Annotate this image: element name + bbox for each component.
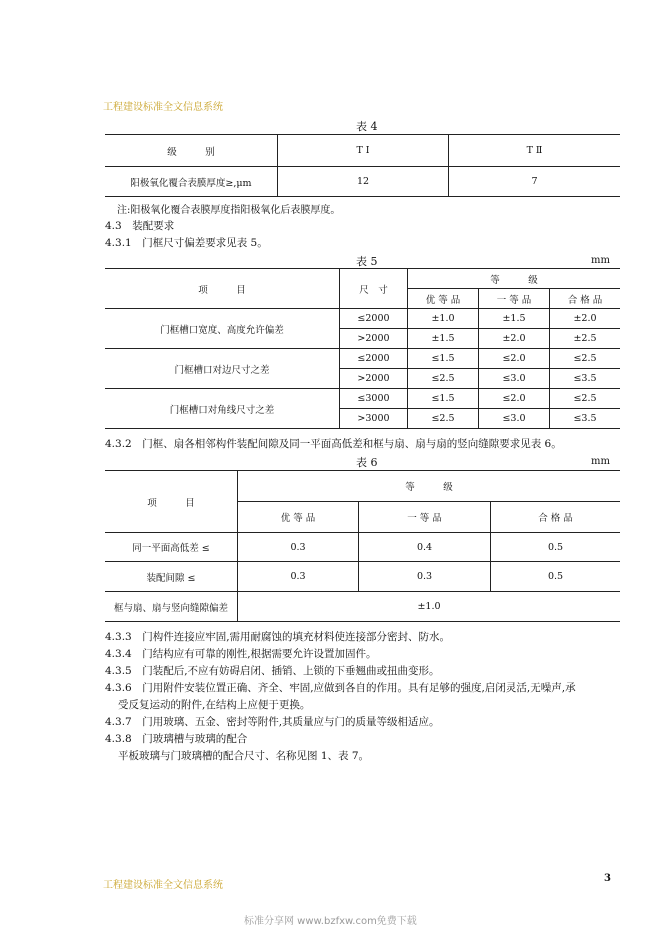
para-4-3-4: 4.3.4 门结构应有可靠的刚性,根据需要允许设置加固件。 [105,648,377,660]
table5-cell: ≤1.5 [408,389,479,409]
table6-unit: mm [591,456,610,467]
table5-size: >2000 [340,329,408,349]
table6-caption: 表 6 [356,456,378,469]
table6-head-item: 项 目 [105,471,238,533]
table5-cell: ≤2.0 [479,349,550,369]
table5-size: ≤2000 [340,349,408,369]
table5-cell: ≤2.0 [479,389,550,409]
table5-cell: ≤2.5 [408,409,479,429]
para-4-3-5: 4.3.5 门装配后,不应有妨碍启闭、插销、上锁的下垂翘曲或扭曲变形。 [105,665,440,677]
para-4-3-6-cont: 受反复运动的附件,在结构上应便于更换。 [118,699,311,711]
table6-cell-merged: ±1.0 [238,592,621,622]
page-number: 3 [604,873,611,884]
table5-grade-2: 一 等 品 [479,289,550,309]
table5-item: 门框槽口对边尺寸之差 [105,349,340,389]
table6-grade-1: 优 等 品 [238,502,359,533]
table6-cell: 0.3 [238,562,359,592]
table5-cell: ≤3.0 [479,409,550,429]
table5-cell: ≤2.5 [550,349,621,369]
table4-head-t2: T Ⅱ [449,135,621,167]
table4-row-label: 阳极氧化覆合表膜厚度≥,μm [105,167,278,197]
footer-download-text[interactable]: 标准分享网 www.bzfxw.com免费下载 [244,916,417,927]
para-4-3-7: 4.3.7 门用玻璃、五金、密封等附件,其质量应与门的质量等级相适应。 [105,716,440,728]
table5-cell: ±1.5 [479,309,550,329]
para-4-3-3: 4.3.3 门构件连接应牢固,需用耐腐蚀的填充材料使连接部分密封、防水。 [105,631,451,643]
table5-size: ≤2000 [340,309,408,329]
table6-cell: 0.5 [491,562,621,592]
table5-cell: ±1.5 [408,329,479,349]
table5-cell: ±1.0 [408,309,479,329]
table6-item: 同一平面高低差 ≤ [105,533,238,562]
section-4-3-title: 4.3 装配要求 [105,220,175,232]
table6-grade-2: 一 等 品 [359,502,491,533]
table5-cell: ±2.0 [550,309,621,329]
table5-head-item: 项 目 [105,269,340,309]
table5-size: >2000 [340,369,408,389]
table6-cell: 0.3 [238,533,359,562]
table6-head-grade: 等 级 [238,471,621,502]
para-4-3-1: 4.3.1 门框尺寸偏差要求见表 5。 [105,237,268,249]
table5-grade-1: 优 等 品 [408,289,479,309]
table6-item: 框与扇、扇与竖向缝隙偏差 [105,592,238,622]
table6-grade-3: 合 格 品 [491,502,621,533]
table6-cell: 0.4 [359,533,491,562]
table5-grade-3: 合 格 品 [550,289,621,309]
table4-head-t1: T Ⅰ [278,135,449,167]
table4-cell: 12 [278,167,449,197]
table6-cell: 0.5 [491,533,621,562]
table6 [105,470,620,622]
table5-size: ≤3000 [340,389,408,409]
para-4-3-8: 4.3.8 门玻璃槽与玻璃的配合 [105,733,248,745]
table4-head-grade: 级 别 [105,135,278,167]
table6-item: 装配间隙 ≤ [105,562,238,592]
table4 [105,134,620,197]
table4-caption: 表 4 [356,120,378,133]
table5-item: 门框槽口对角线尺寸之差 [105,389,340,429]
para-4-3-2: 4.3.2 门框、扇各相邻构件装配间隙及同一平面高低差和框与扇、扇与扇的竖向缝隙要求见表 6。 [105,438,562,450]
table5-cell: ≤3.0 [479,369,550,389]
watermark-top: 工程建设标准全文信息系统 [103,102,223,113]
table5-cell: ±2.0 [479,329,550,349]
table5-item: 门框槽口宽度、高度允许偏差 [105,309,340,349]
watermark-bottom: 工程建设标准全文信息系统 [103,880,223,891]
table5-unit: mm [591,255,610,266]
table5-cell: ≤3.5 [550,369,621,389]
table5-head-grade: 等 级 [408,269,621,289]
table4-note: 注:阳极氧化覆合表膜厚度指阳极氧化后表膜厚度。 [117,205,341,216]
table6-cell: 0.3 [359,562,491,592]
table5-cell: ≤1.5 [408,349,479,369]
table5-cell: ±2.5 [550,329,621,349]
para-4-3-6: 4.3.6 门用附件安装位置正确、齐全、牢固,应做到各自的作用。具有足够的强度,启闭灵活,无噪声,承 [105,682,576,694]
table5-cell: ≤3.5 [550,409,621,429]
table5-size: >3000 [340,409,408,429]
table5 [105,268,620,429]
table5-head-size: 尺 寸 [340,269,408,309]
table5-cell: ≤2.5 [550,389,621,409]
para-4-3-8-body: 平板玻璃与门玻璃槽的配合尺寸、名称见图 1、表 7。 [118,750,370,762]
table5-cell: ≤2.5 [408,369,479,389]
table5-caption: 表 5 [356,255,378,268]
table4-cell: 7 [449,167,621,197]
